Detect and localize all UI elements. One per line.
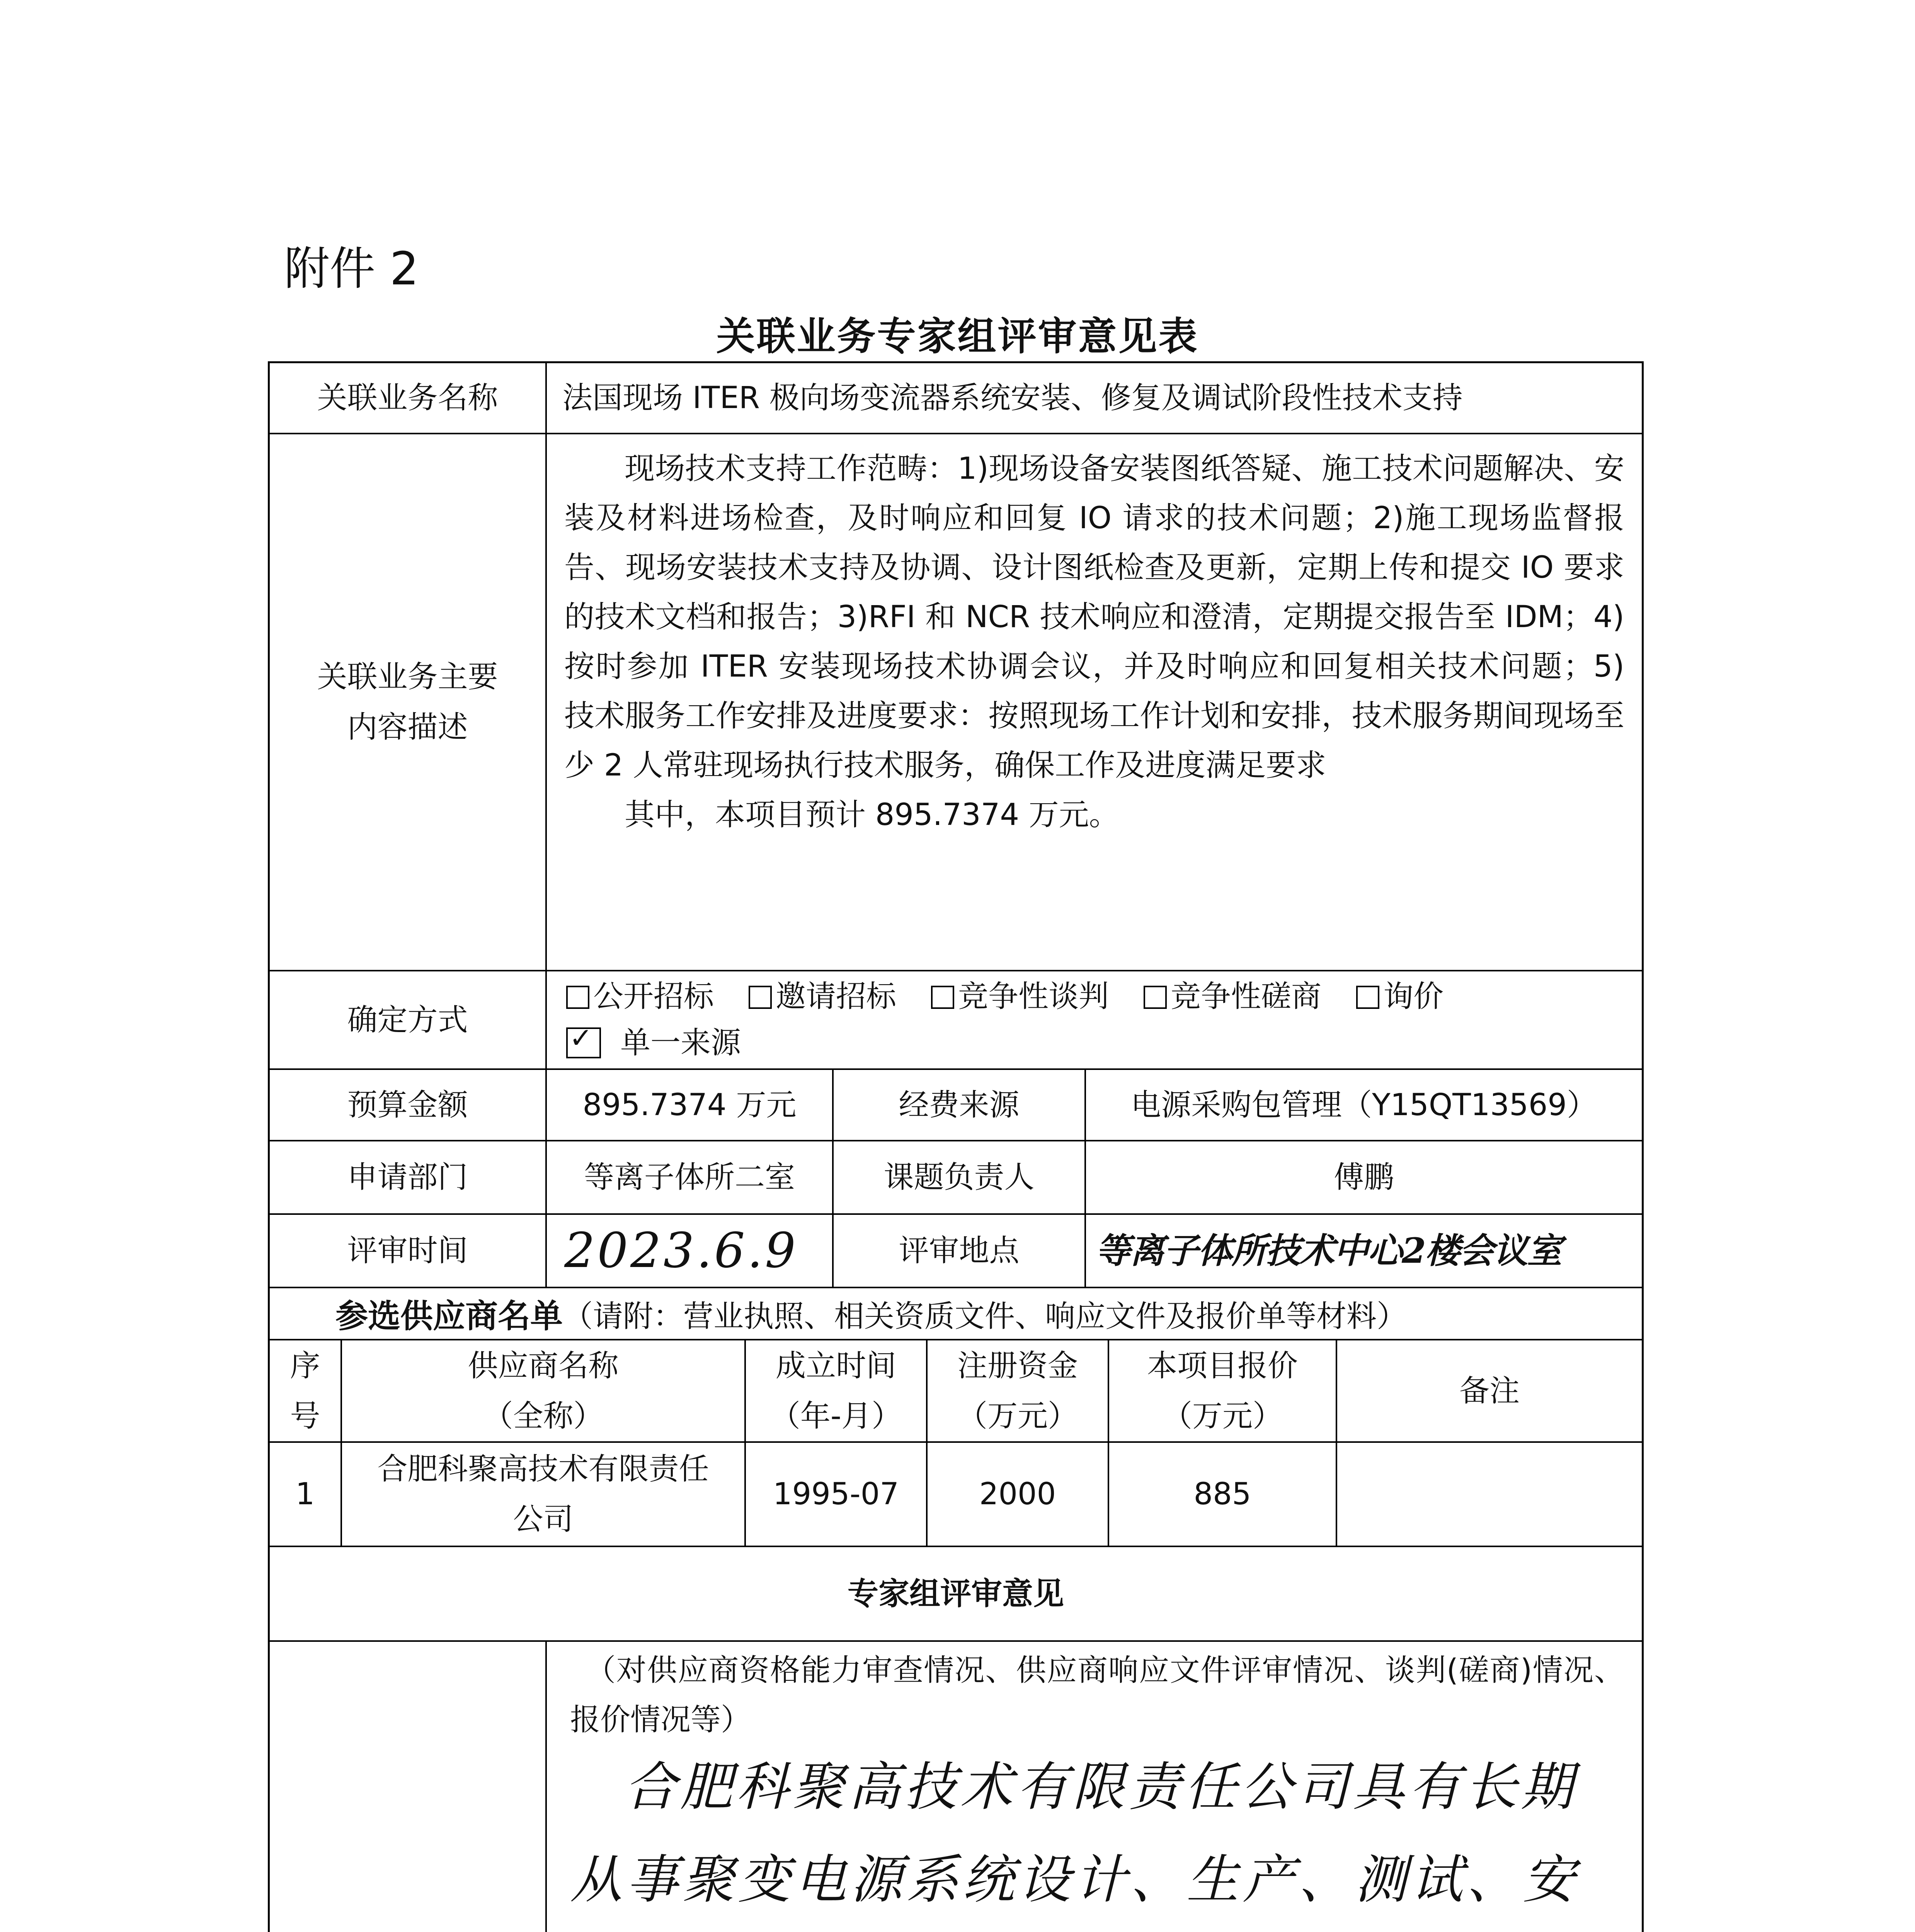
attachment-label: 附件 2 <box>284 242 419 295</box>
review-place-value <box>1084 1215 1642 1287</box>
form-title: 关联业务专家组评审意见表 <box>716 314 1199 359</box>
supplier-list-heading: 参选供应商名单 （请附：营业执照、相关资质文件、响应文件及报价单等材料） <box>335 1297 1407 1335</box>
checkbox-competitive-consultation[interactable] <box>1144 986 1167 1009</box>
description-estimate: 其中，本项目预计 895.7374 万元。 <box>625 798 1119 832</box>
opinion-handwritten-text: 合肥科聚高技术有限责任公司具有长期从事聚变电源系统设计、生产、测试、安 <box>570 1757 1579 1910</box>
description-row <box>270 433 1642 970</box>
checkbox-public-tender[interactable] <box>566 986 589 1009</box>
checkbox-single-source-checked[interactable] <box>566 1027 601 1058</box>
option-competitive-consultation[interactable]: 竞争性磋商 <box>1144 979 1321 1014</box>
budget-row <box>270 1068 1642 1140</box>
department-row <box>270 1140 1642 1213</box>
description-content <box>545 434 1642 970</box>
supplier-name: 合肥科聚高技术有限责任公司 <box>340 1443 744 1546</box>
description-text: 现场技术支持工作范畴：1)现场设备安装图纸答疑、施工技术问题解决、安装及材料进场检查，及时响应和回复 IO 请求的技术问题；2)施工现场监督报告、现场安装技术支持及协调、设计图纸检查及更新，定期上传和提交 IO 要求的技术文档和报告；3)RFI 和 NCR 技术响应和澄清，定期提交报告至 IDM；4)按时参加 ITER 安装现场技术协调会议，并及时响应和回复相关技术问题；5) 技术服务工作安排及进度要求：按照现场工作计划和安排，技术服务期间现场至少 2 人常驻现场执行技术服务，确保工作及进度满足要求 <box>564 451 1624 783</box>
col-founded-header: 成立时间 （年-月） <box>744 1340 926 1441</box>
opinion-record-content <box>545 1642 1642 1932</box>
option-public-tender[interactable]: 公开招标 <box>566 979 714 1014</box>
fund-source-value: 电源采购包管理（Y15QT13569） <box>1084 1070 1642 1140</box>
supplier-list-title-row <box>270 1287 1642 1339</box>
opinion-record-row <box>270 1640 1642 1932</box>
option-competitive-negotiation[interactable]: 竞争性谈判 <box>931 979 1109 1014</box>
supplier-remark <box>1336 1443 1642 1546</box>
supplier-row <box>270 1441 1642 1546</box>
review-place-label: 评审地点 <box>832 1215 1084 1287</box>
option-inquiry[interactable]: 询价 <box>1356 979 1443 1014</box>
opinion-record-label <box>270 1642 545 1932</box>
business-name-value: 法国现场 ITER 极向场变流器系统安装、修复及调试阶段性技术支持 <box>545 363 1642 433</box>
checkbox-invited-tender[interactable] <box>749 986 772 1009</box>
budget-value: 895.7374 万元 <box>545 1070 832 1140</box>
review-time-row <box>270 1213 1642 1287</box>
review-place-handwritten: 等离子体所技术中心2楼会议室 <box>1096 1230 1561 1271</box>
method-options <box>545 971 1642 1068</box>
budget-label: 预算金额 <box>347 1087 468 1122</box>
method-label: 确定方式 <box>347 1002 468 1037</box>
project-leader-value: 傅鹏 <box>1084 1141 1642 1213</box>
supplier-quote: 885 <box>1108 1443 1336 1546</box>
review-time-value <box>545 1215 832 1287</box>
review-time-label: 评审时间 <box>347 1233 468 1268</box>
review-form-table <box>268 361 1644 1932</box>
opinion-guidance: （对供应商资格能力审查情况、供应商响应文件评审情况、谈判(磋商)情况、报价情况等） <box>570 1653 1624 1737</box>
supplier-header-row <box>270 1339 1642 1441</box>
review-time-handwritten: 2023.6.9 <box>564 1223 798 1279</box>
business-name-label: 关联业务名称 <box>317 381 498 415</box>
col-name-header: 供应商名称 （全称） <box>340 1340 744 1441</box>
checkbox-competitive-negotiation[interactable] <box>931 986 954 1009</box>
business-name-row <box>270 363 1642 433</box>
option-single-source[interactable]: ✓单一来源 <box>566 1026 741 1060</box>
method-row <box>270 970 1642 1068</box>
description-label: 关联业务主要内容描述 <box>317 660 498 745</box>
col-remark-header: 备注 <box>1336 1340 1642 1441</box>
supplier-index: 1 <box>295 1477 315 1512</box>
col-capital-header: 注册资金 （万元） <box>926 1340 1108 1441</box>
department-value: 等离子体所二室 <box>545 1141 832 1213</box>
checkbox-inquiry[interactable] <box>1356 986 1379 1009</box>
opinion-title-row <box>270 1546 1642 1640</box>
fund-source-label: 经费来源 <box>832 1070 1084 1140</box>
department-label: 申请部门 <box>347 1160 468 1195</box>
supplier-founded: 1995-07 <box>744 1443 926 1546</box>
col-quote-header: 本项目报价 （万元） <box>1108 1340 1336 1441</box>
supplier-capital: 2000 <box>926 1443 1108 1546</box>
opinion-section-title: 专家组评审意见 <box>848 1575 1064 1612</box>
option-invited-tender[interactable]: 邀请招标 <box>749 979 896 1014</box>
col-index-header: 序 号 <box>290 1348 320 1434</box>
project-leader-label: 课题负责人 <box>832 1141 1084 1213</box>
